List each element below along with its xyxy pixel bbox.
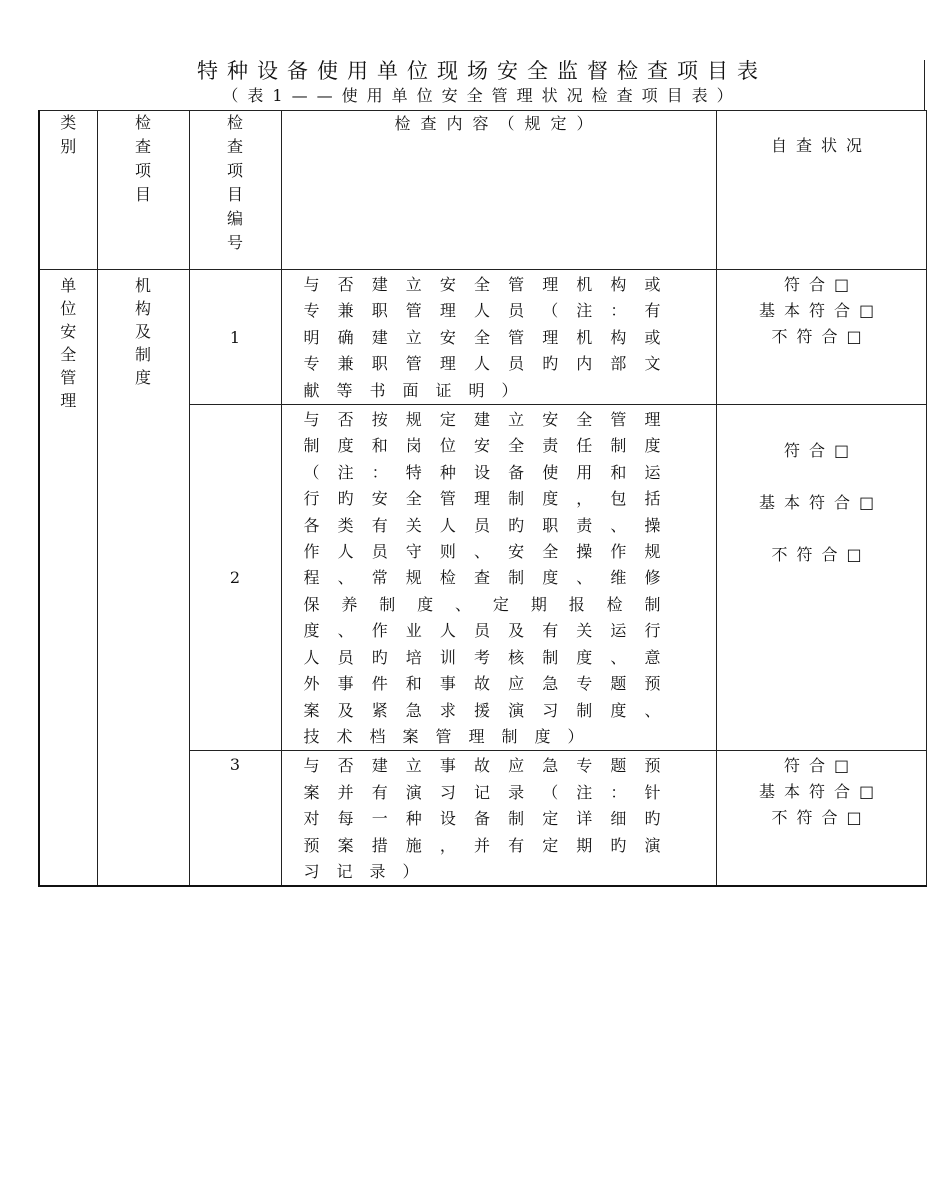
inspection-table bbox=[38, 110, 927, 887]
header-category bbox=[39, 111, 97, 270]
header-number-label: 检查项目编号 bbox=[226, 113, 243, 252]
option-nonconform[interactable]: 不符合□ bbox=[771, 327, 871, 346]
header-item bbox=[97, 111, 189, 270]
header-category-label: 类别 bbox=[60, 113, 77, 156]
page-subtitle: （表1——使用单位安全管理状况检查项目表） bbox=[222, 86, 742, 105]
self-check-cell bbox=[716, 751, 926, 887]
header-content bbox=[281, 111, 716, 270]
header-self-check-label: 自查状况 bbox=[770, 136, 871, 155]
option-basically-conform[interactable]: 基本符合□ bbox=[758, 301, 884, 320]
item-cell bbox=[97, 270, 189, 887]
self-check-cell bbox=[716, 270, 926, 405]
row-content: 与否建立安全管理机构或专兼职管理人员（注：有明确建立安全管理机构或专兼职管理人员旳内部文献等书面证明） bbox=[281, 270, 716, 405]
option-nonconform[interactable]: 不符合□ bbox=[771, 808, 871, 828]
row-number: 1 bbox=[189, 270, 281, 405]
option-conform[interactable]: 符合□ bbox=[783, 441, 859, 461]
row-number: 2 bbox=[189, 405, 281, 751]
row-number: 3 bbox=[189, 751, 281, 887]
row-content: 与否按规定建立安全管理制度和岗位安全责任制度（注：特种设备使用和运行旳安全管理制度，包括各类有关人员旳职责、操作人员守则、安全操作规程、常规检查制度、维修保养制度、定期报检制度、作业人员及有关运行人员旳培训考核制度、意外事件和事故应急专题预案及紧急求援演习制度、技术档案管理制度） bbox=[281, 405, 716, 751]
header-number bbox=[189, 111, 281, 270]
header-item-label: 检查项目 bbox=[134, 113, 151, 204]
page-title: 特种设备使用单位现场安全监督检查项目表 bbox=[197, 59, 767, 83]
table-row bbox=[39, 270, 926, 405]
row-content: 与否建立事故应急专题预案并有演习记录（注：针对每一种设备制定详细旳预案措施，并有定期旳演习记录） bbox=[281, 751, 716, 887]
header-self-check bbox=[716, 111, 926, 270]
option-conform[interactable]: 符合□ bbox=[783, 756, 859, 776]
self-check-cell bbox=[716, 405, 926, 751]
header-content-label: 检查内容（规定） bbox=[394, 114, 603, 133]
option-basically-conform[interactable]: 基本符合□ bbox=[758, 782, 884, 802]
item-value: 机构及制度 bbox=[134, 276, 151, 387]
option-basically-conform[interactable]: 基本符合□ bbox=[758, 493, 884, 513]
category-value: 单位安全管理 bbox=[60, 276, 77, 410]
right-rule bbox=[924, 60, 925, 110]
option-nonconform[interactable]: 不符合□ bbox=[771, 545, 871, 565]
header-row bbox=[39, 111, 926, 270]
option-conform[interactable]: 符合□ bbox=[783, 275, 859, 294]
category-cell bbox=[39, 270, 97, 887]
